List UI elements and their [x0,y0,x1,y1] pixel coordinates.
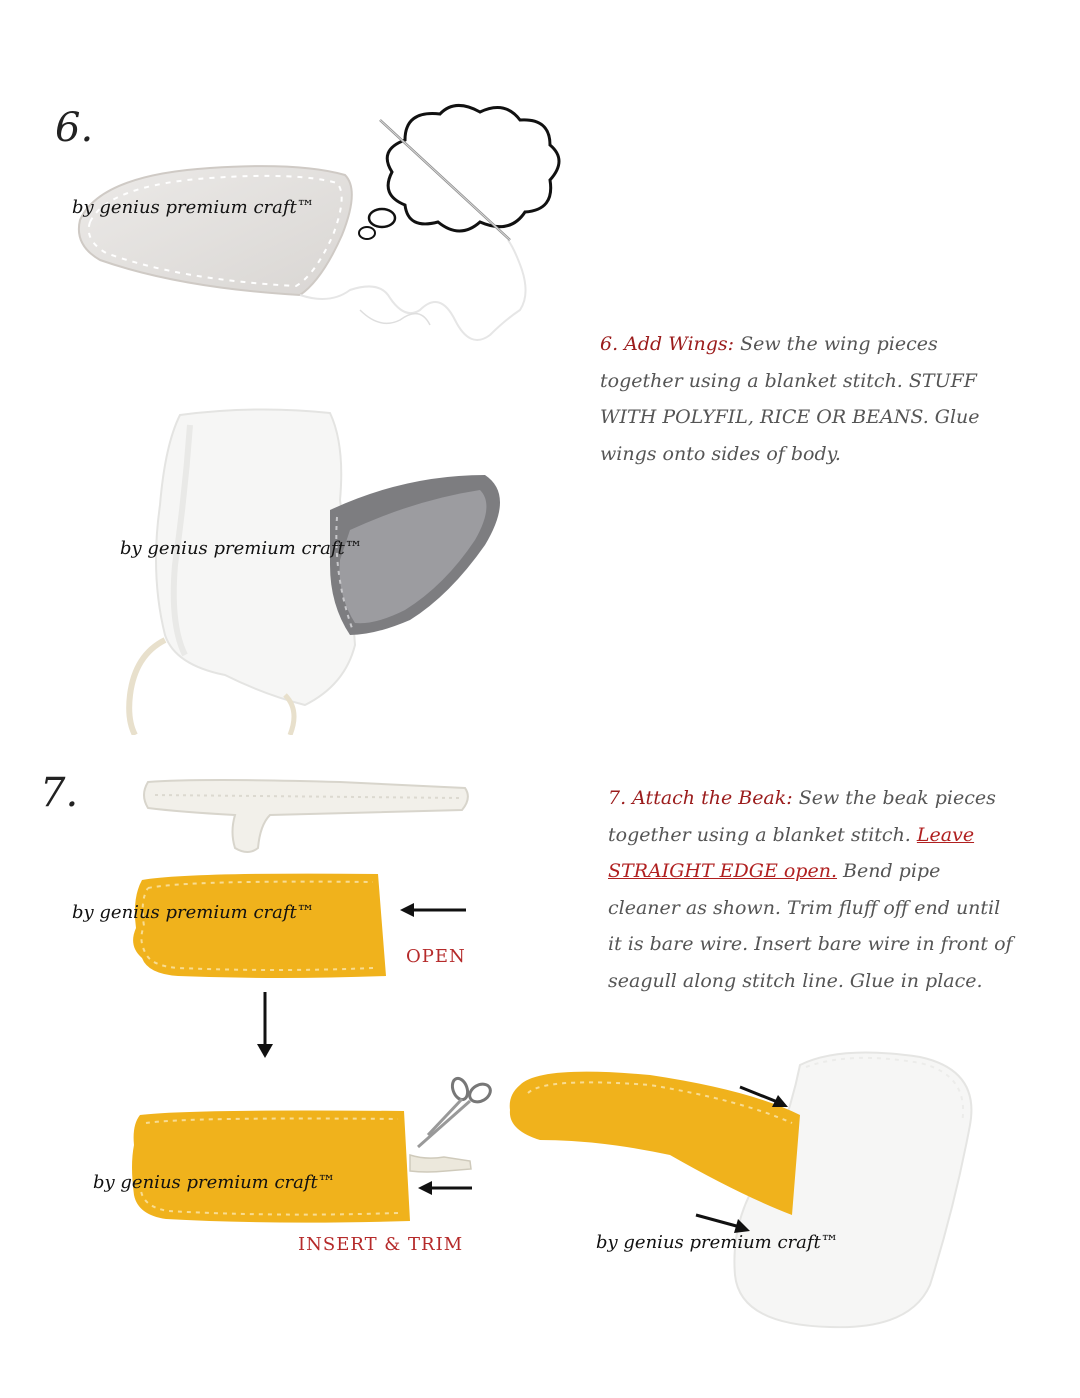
step-7-instructions [608,780,1018,999]
step-7-number: 7. [40,770,79,816]
watermark-body-wing: by genius premium craft™ [120,538,363,559]
beak-attached-photo [500,1045,990,1335]
step-6-heading: 6. Add Wings: [600,333,735,355]
body-with-wing-photo [105,405,555,735]
step-7-heading: 7. Attach the Beak: [608,787,793,809]
watermark-seagull-body: by genius premium craft™ [596,1232,839,1253]
label-insert-trim: INSERT & TRIM [298,1234,464,1255]
step-7-body-1: Sew the beak pieces together using a blanket stitch. [608,787,996,846]
arrow-left-icon [400,902,470,918]
arrow-left-icon [418,1180,474,1196]
watermark-wing-piece: by genius premium craft™ [72,197,315,218]
beak-piece-open-photo [128,868,393,988]
step-6-body: Sew the wing pieces together using a blanket stitch. STUFF WITH POLYFIL, RICE OR BEANS. Glue wings onto sides of body. [600,333,980,465]
watermark-beak-open: by genius premium craft™ [72,902,315,923]
pipe-cleaner-photo [140,770,480,860]
arrow-down-icon [256,992,274,1060]
leave-straight-edge-open-text: Leave STRAIGHT EDGE open. [608,823,975,882]
step-7-body-2: Bend pipe cleaner as shown. Trim fluff off end until it is bare wire. Insert bare wire in front of seagull along stitch line. Glue in place. [608,860,1013,992]
step-6-instructions [600,326,1010,472]
watermark-beak-wire: by genius premium craft™ [93,1172,336,1193]
thought-bubble-needle-icon [350,100,580,260]
step-6-number: 6. [55,105,94,151]
scissors-icon [412,1075,497,1150]
label-open: OPEN [406,946,466,967]
